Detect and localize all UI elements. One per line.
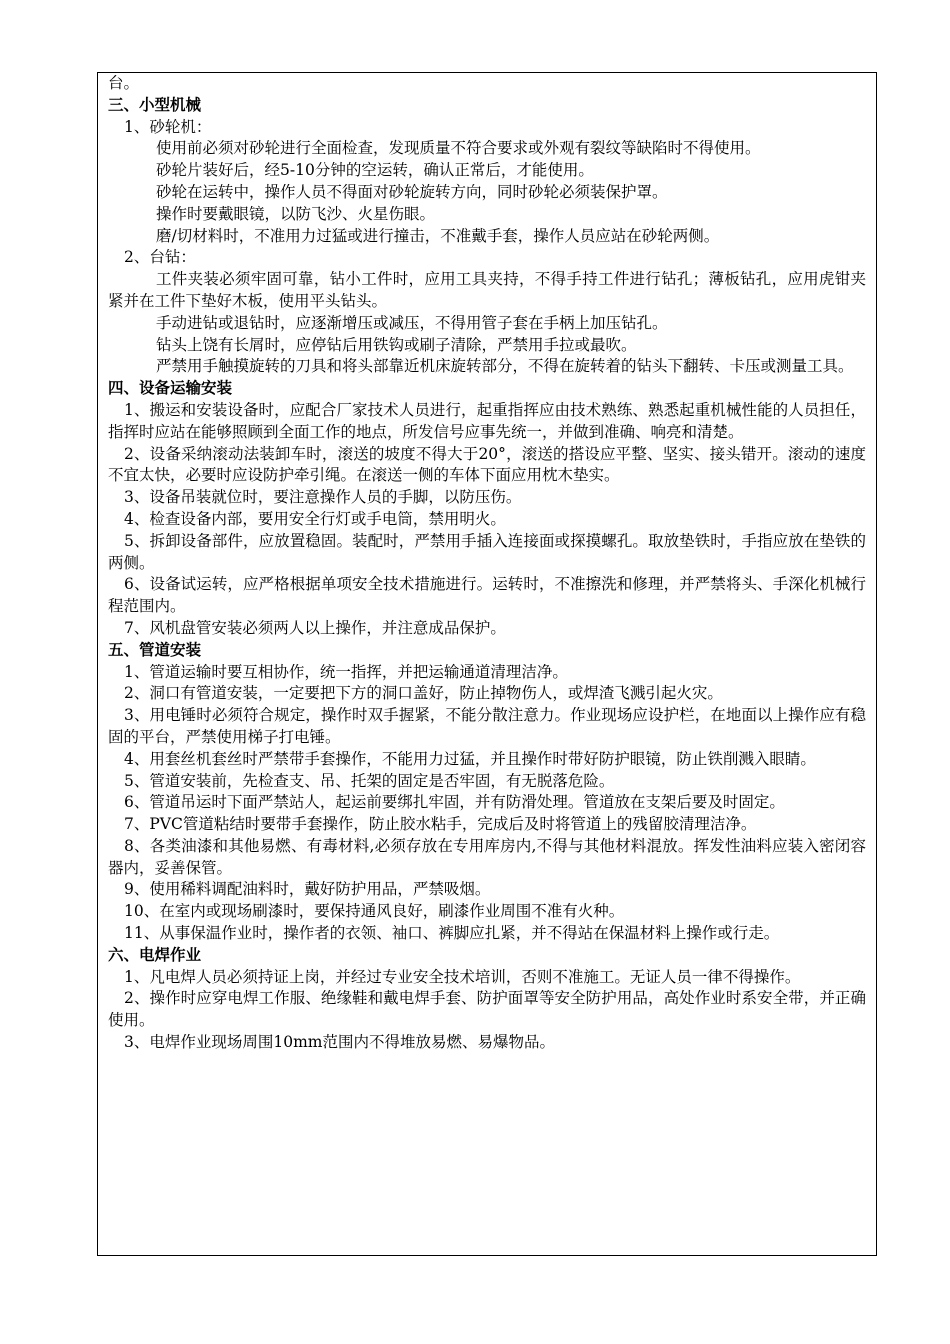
list-item: 3、用电锤时必须符合规定，操作时双手握紧，不能分散注意力。作业现场应设护栏，在地面以上操作应有稳固的平台，严禁使用梯子打电锤。 xyxy=(108,706,866,746)
list-item: 2、设备采纳滚动法装卸车时，滚送的坡度不得大于20°，滚送的搭设应平整、坚实、接头错开。滚动的速度不宜太快，必要时应设防护牵引绳。在滚送一侧的车体下面应用枕木垫实。 xyxy=(108,444,866,485)
list-item: 1、凡电焊人员必须持证上岗，并经过专业安全技术培训，否则不准施工。无证人员一律不得操作。 xyxy=(124,967,801,986)
list-item: 11、从事保温作业时，操作者的衣领、袖口、裤脚应扎紧，并不得站在保温材料上操作或行走。 xyxy=(124,924,780,943)
list-item: 6、管道吊运时下面严禁站人，起运前要绑扎牢固，并有防滑处理。管道放在支架后要及时固定。 xyxy=(124,793,785,812)
paragraph: 严禁用手触摸旋转的刀具和将头部靠近机床旋转部分，不得在旋转着的钻头下翻转、卡压或测量工具。 xyxy=(156,357,854,376)
list-item: 9、使用稀料调配油料时，戴好防护用品，严禁吸烟。 xyxy=(124,880,491,899)
list-item: 4、用套丝机套丝时严禁带手套操作，不能用力过猛，并且操作时带好防护眼镜，防止铁削溅入眼睛。 xyxy=(124,749,816,768)
paragraph: 使用前必须对砂轮进行全面检查，发现质量不符合要求或外观有裂纹等缺陷时不得使用。 xyxy=(156,139,761,158)
document-body xyxy=(108,73,866,1054)
paragraph: 砂轮在运转中，操作人员不得面对砂轮旋转方向，同时砂轮必须装保护罩。 xyxy=(156,182,668,201)
list-item: 2、台钻： xyxy=(124,248,196,267)
list-item: 8、各类油漆和其他易燃、有毒材料,必须存放在专用库房内,不得与其他材料混放。挥发性油料应装入密闭容器内，妥善保管。 xyxy=(108,836,866,877)
list-item: 5、管道安装前，先检查支、吊、托架的固定是否牢固，有无脱落危险。 xyxy=(124,771,615,790)
list-item: 7、PVC管道粘结时要带手套操作，防止胶水粘手，完成后及时将管道上的残留胶清理洁净。 xyxy=(124,815,757,834)
list-item: 1、砂轮机： xyxy=(124,117,212,136)
section-heading: 五、管道安装 xyxy=(108,640,202,659)
list-item: 10、在室内或现场刷漆时，要保持通风良好，刷漆作业周围不准有火种。 xyxy=(124,902,625,921)
list-item: 4、检查设备内部，要用安全行灯或手电筒，禁用明火。 xyxy=(124,509,506,528)
section-heading: 四、设备运输安装 xyxy=(108,379,233,398)
paragraph: 手动进钻或退钻时，应逐渐增压或减压，不得用管子套在手柄上加压钻孔。 xyxy=(156,313,668,332)
paragraph: 台。 xyxy=(108,74,140,92)
paragraph: 钻头上饶有长屑时，应停钻后用铁钩或刷子清除，严禁用手拉或最吹。 xyxy=(156,335,637,354)
list-item: 1、管道运输时要互相协作，统一指挥，并把运输通道清理洁净。 xyxy=(124,662,568,681)
section-heading: 六、电焊作业 xyxy=(108,945,202,964)
list-item: 6、设备试运转，应严格根据单项安全技术措施进行。运转时，不准擦洗和修理，并严禁将头、手深化机械行程范围内。 xyxy=(108,575,866,616)
paragraph: 操作时要戴眼镜，以防飞沙、火星伤眼。 xyxy=(156,204,436,223)
list-item: 1、搬运和安装设备时，应配合厂家技术人员进行，起重指挥应由技术熟练、熟悉起重机械性能的人员担任，指挥时应站在能够照顾到全面工作的地点，所发信号应事先统一，并做到准确、响亮和清楚。 xyxy=(108,400,866,441)
list-item: 3、设备吊装就位时，要注意操作人员的手脚，以防压伤。 xyxy=(124,488,522,507)
paragraph: 工件夹装必须牢固可靠，钻小工件时，应用工具夹持，不得手持工件进行钻孔；薄板钻孔，应用虎钳夹紧并在工件下垫好木板，使用平头钻头。 xyxy=(108,270,866,310)
list-item: 2、操作时应穿电焊工作服、绝缘鞋和戴电焊手套、防护面罩等安全防护用品，高处作业时系安全带，并正确使用。 xyxy=(108,989,866,1030)
paragraph: 磨/切材料时，不准用力过猛或进行撞击，不准戴手套，操作人员应站在砂轮两侧。 xyxy=(156,226,720,245)
list-item: 2、洞口有管道安装，一定要把下方的洞口盖好，防止掉物伤人，或焊渣飞溅引起火灾。 xyxy=(124,684,723,703)
section-heading: 三、小型机械 xyxy=(108,95,202,114)
list-item: 3、电焊作业现场周围10mm范围内不得堆放易燃、易爆物品。 xyxy=(124,1033,555,1052)
paragraph: 砂轮片装好后，经5-10分钟的空运转，确认正常后，才能使用。 xyxy=(156,161,594,180)
list-item: 7、风机盘管安装必须两人以上操作，并注意成品保护。 xyxy=(124,618,506,637)
list-item: 5、拆卸设备部件，应放置稳固。装配时，严禁用手插入连接面或探摸螺孔。取放垫铁时，手指应放在垫铁的两侧。 xyxy=(108,531,866,572)
